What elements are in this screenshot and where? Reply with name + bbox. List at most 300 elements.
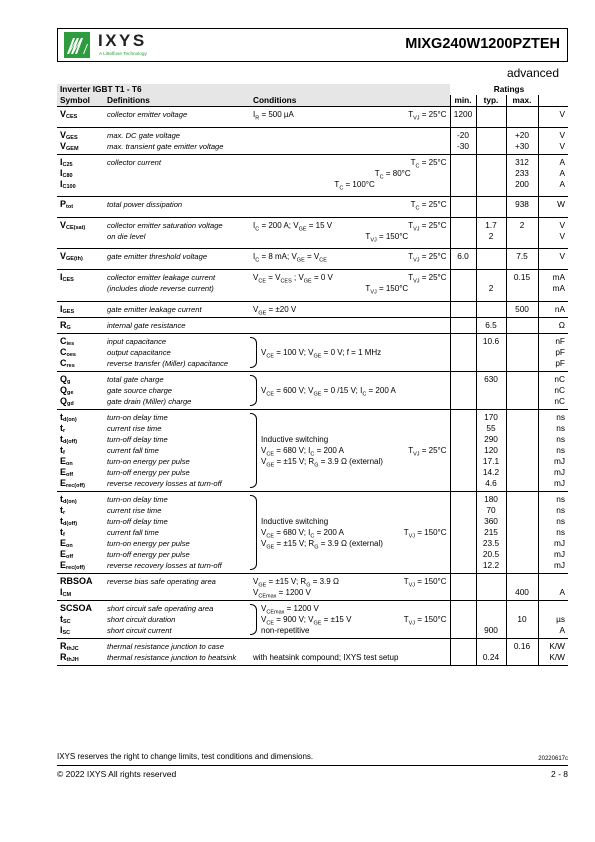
temperature-condition: $T_{VJ} = 150^\circ C$ bbox=[403, 576, 447, 589]
cell-min bbox=[450, 638, 476, 665]
max-value bbox=[510, 347, 535, 358]
typ-value bbox=[480, 272, 503, 283]
cell-cond bbox=[250, 638, 450, 665]
max-value: 10 bbox=[517, 613, 527, 624]
definition-text: current rise time bbox=[107, 423, 162, 433]
symbol-text: $E_{rec(off)}$ bbox=[60, 559, 85, 571]
status-label: advanced bbox=[506, 66, 559, 80]
cell-max bbox=[506, 600, 538, 638]
min-value bbox=[454, 652, 473, 663]
unit-value: mJ bbox=[553, 537, 565, 548]
cell-cond bbox=[250, 600, 450, 638]
definition-text: collector emitter leakage current bbox=[107, 272, 216, 282]
unit-value: V bbox=[559, 140, 565, 151]
cell-max bbox=[506, 317, 538, 333]
symbol-text: $R_{thJH}$ bbox=[60, 651, 79, 663]
condition-main: $V_{GE} = \pm 20$ V bbox=[253, 304, 297, 317]
definition-text: current fall time bbox=[107, 527, 159, 537]
definition-text: (includes diode reverse current) bbox=[107, 283, 214, 293]
definition-text: gate source charge bbox=[107, 385, 173, 395]
min-value bbox=[454, 560, 473, 571]
condition-text bbox=[253, 434, 447, 445]
max-value bbox=[510, 385, 535, 396]
condition-text bbox=[253, 347, 447, 358]
cell-unit bbox=[538, 269, 568, 301]
unit-value: A bbox=[559, 586, 565, 597]
cell-typ bbox=[476, 197, 506, 218]
brace-icon bbox=[250, 495, 257, 570]
cell-unit bbox=[538, 127, 568, 154]
unit-value: A bbox=[559, 178, 565, 189]
cell-sym bbox=[57, 573, 104, 600]
cell-cond bbox=[250, 317, 450, 333]
temperature-condition: $T_{VJ} = 25^\circ C$ bbox=[408, 110, 447, 122]
typ-value: 10.6 bbox=[482, 335, 500, 346]
cell-unit bbox=[538, 638, 568, 665]
condition-main: $I_C = 8$ mA; $V_{GE} = V_{CE}$ bbox=[253, 252, 327, 264]
symbol-text: SCSOA bbox=[60, 602, 93, 613]
min-value bbox=[454, 231, 473, 242]
min-value bbox=[454, 283, 473, 294]
unit-value: mA bbox=[552, 282, 565, 293]
unit-value: ns bbox=[556, 504, 565, 515]
min-value bbox=[454, 538, 473, 549]
cell-max bbox=[506, 333, 538, 371]
condition-text bbox=[253, 467, 447, 478]
min-value bbox=[454, 179, 473, 190]
symbol-text: $I_{C80}$ bbox=[60, 167, 73, 179]
typ-value: 215 bbox=[484, 526, 498, 537]
condition-text bbox=[253, 320, 447, 331]
min-value bbox=[454, 374, 473, 385]
min-value bbox=[454, 516, 473, 527]
symbol-text: $I_{CES}$ bbox=[60, 271, 74, 283]
cell-cond bbox=[250, 371, 450, 409]
cell-def bbox=[104, 154, 250, 197]
unit-value: nC bbox=[554, 395, 565, 406]
min-value bbox=[454, 396, 473, 407]
cell-cond bbox=[250, 301, 450, 317]
condition-text bbox=[253, 423, 447, 434]
cell-typ bbox=[476, 333, 506, 371]
condition-main: Inductive switching bbox=[261, 434, 329, 444]
condition-main: $V_{GE} = \pm 15$ V; $R_G = 3.9$ Ω (external) bbox=[261, 538, 383, 551]
typ-value: 2 bbox=[488, 282, 494, 293]
min-value bbox=[454, 336, 473, 347]
unit-value: mA bbox=[552, 271, 565, 282]
max-value bbox=[510, 576, 535, 587]
cell-typ bbox=[476, 249, 506, 270]
unit-value: A bbox=[559, 167, 565, 178]
cell-def bbox=[104, 573, 250, 600]
max-value bbox=[510, 652, 535, 663]
unit-value: ns bbox=[556, 411, 565, 422]
table-row bbox=[57, 638, 568, 665]
definition-text: output capacitance bbox=[107, 347, 171, 357]
symbol-text: $I_{GES}$ bbox=[60, 303, 75, 315]
definition-text: reverse transfer (Miller) capacitance bbox=[107, 358, 229, 368]
cell-def bbox=[104, 333, 250, 371]
condition-text bbox=[253, 220, 447, 231]
condition-text bbox=[253, 109, 447, 120]
unit-value: mJ bbox=[553, 477, 565, 488]
symbol-text: $V_{CES}$ bbox=[60, 109, 78, 120]
definition-text: max. transient gate emitter voltage bbox=[107, 141, 224, 151]
max-value bbox=[510, 603, 535, 614]
definition-text: turn-on delay time bbox=[107, 412, 168, 422]
unit-value bbox=[542, 603, 566, 614]
cell-typ bbox=[476, 269, 506, 301]
max-value bbox=[510, 231, 535, 242]
cell-sym bbox=[57, 301, 104, 317]
condition-main: $V_{GE} = \pm 15$ V; $R_G = 3.9$ Ω (external) bbox=[261, 456, 383, 469]
definition-text: turn-on delay time bbox=[107, 494, 168, 504]
cell-cond bbox=[250, 573, 450, 600]
symbol-text bbox=[60, 283, 101, 294]
max-value bbox=[510, 505, 535, 516]
max-value bbox=[510, 625, 535, 636]
temperature-condition: $T_C = 80^\circ C$ bbox=[374, 168, 411, 181]
max-value bbox=[510, 434, 535, 445]
min-value bbox=[454, 641, 473, 652]
unit-value: V bbox=[559, 251, 565, 262]
min-value bbox=[454, 467, 473, 478]
definition-text: turn-off energy per pulse bbox=[107, 467, 190, 477]
cell-max bbox=[506, 301, 538, 317]
definition-text: gate emitter leakage current bbox=[107, 304, 202, 314]
table-row bbox=[57, 107, 568, 128]
max-value bbox=[510, 358, 535, 369]
cell-def bbox=[104, 127, 250, 154]
max-value: 233 bbox=[515, 167, 529, 178]
min-value: 6.0 bbox=[457, 251, 469, 262]
min-value: 1200 bbox=[453, 109, 473, 119]
definition-text: input capacitance bbox=[107, 336, 167, 346]
definition-text: turn-on energy per pulse bbox=[107, 456, 190, 466]
min-value bbox=[454, 157, 473, 168]
condition-text bbox=[253, 251, 447, 262]
cell-min bbox=[450, 269, 476, 301]
cell-unit bbox=[538, 107, 568, 128]
condition-text bbox=[253, 587, 447, 598]
cell-sym bbox=[57, 409, 104, 491]
symbol-text: $t_f$ bbox=[60, 444, 65, 456]
max-value: 500 bbox=[515, 303, 529, 314]
symbol-text: $I_{CM}$ bbox=[60, 586, 72, 598]
definition-text: collector current bbox=[107, 157, 162, 167]
typ-value: 0.24 bbox=[482, 651, 500, 662]
cell-min bbox=[450, 600, 476, 638]
cell-typ bbox=[476, 217, 506, 249]
typ-value bbox=[480, 251, 503, 262]
symbol-text bbox=[60, 231, 101, 242]
temperature-condition: $T_C = 25^\circ C$ bbox=[410, 157, 447, 170]
cell-unit bbox=[538, 249, 568, 270]
condition-main: $V_{CEmax} = 1200$ V bbox=[253, 587, 311, 600]
max-value bbox=[510, 538, 535, 549]
cell-unit bbox=[538, 154, 568, 197]
cell-min bbox=[450, 317, 476, 333]
condition-text bbox=[253, 614, 447, 625]
cell-min bbox=[450, 491, 476, 573]
col-typ: typ. bbox=[476, 95, 506, 107]
condition-text bbox=[253, 603, 447, 614]
symbol-text: $V_{GEM}$ bbox=[60, 140, 79, 152]
cell-max bbox=[506, 217, 538, 249]
max-value bbox=[510, 374, 535, 385]
min-value bbox=[454, 358, 473, 369]
ratings-label: Ratings bbox=[450, 84, 568, 95]
symbol-text: $E_{on}$ bbox=[60, 455, 73, 467]
condition-text bbox=[253, 494, 447, 505]
condition-main: $I_R = 500$ µA bbox=[253, 110, 294, 122]
cell-sym bbox=[57, 107, 104, 128]
condition-text bbox=[253, 374, 447, 385]
cell-def bbox=[104, 638, 250, 665]
cell-max bbox=[506, 127, 538, 154]
symbol-text: $C_{res}$ bbox=[60, 357, 75, 369]
cell-typ bbox=[476, 154, 506, 197]
symbol-text: $t_{d(on)}$ bbox=[60, 411, 77, 423]
table-row bbox=[57, 249, 568, 270]
typ-value bbox=[480, 304, 503, 315]
condition-text bbox=[253, 199, 447, 210]
max-value bbox=[510, 467, 535, 478]
min-value bbox=[454, 445, 473, 456]
definition-text: reverse recovery losses at turn-off bbox=[107, 478, 222, 488]
min-value bbox=[454, 272, 473, 283]
max-value bbox=[510, 560, 535, 571]
temperature-condition: $T_C = 25^\circ C$ bbox=[410, 200, 447, 212]
unit-value: ns bbox=[556, 444, 565, 455]
typ-value bbox=[480, 347, 503, 358]
typ-value: 17.1 bbox=[482, 455, 500, 466]
cell-unit bbox=[538, 333, 568, 371]
max-value bbox=[510, 494, 535, 505]
cell-min bbox=[450, 371, 476, 409]
symbol-text: $V_{GE(th)}$ bbox=[60, 251, 83, 263]
cell-cond bbox=[250, 197, 450, 218]
typ-value: 120 bbox=[484, 444, 498, 455]
condition-text bbox=[253, 358, 447, 369]
max-value: 0.16 bbox=[513, 640, 531, 651]
table-row bbox=[57, 491, 568, 573]
typ-value bbox=[480, 603, 503, 614]
cell-min bbox=[450, 409, 476, 491]
typ-value bbox=[480, 109, 503, 120]
cell-unit bbox=[538, 217, 568, 249]
unit-value: mJ bbox=[553, 466, 565, 477]
unit-value: ns bbox=[556, 526, 565, 537]
min-value bbox=[454, 423, 473, 434]
footer-note: IXYS reserves the right to change limits, test conditions and dimensions. bbox=[57, 752, 314, 761]
max-value bbox=[510, 516, 535, 527]
cell-min bbox=[450, 107, 476, 128]
min-value bbox=[454, 576, 473, 587]
definition-text: internal gate resistance bbox=[107, 320, 186, 330]
condition-text bbox=[253, 412, 447, 423]
min-value bbox=[454, 494, 473, 505]
min-value bbox=[454, 505, 473, 516]
condition-main: $V_{CE} = 680$ V; $I_C = 200$ A bbox=[261, 527, 344, 540]
condition-main: Inductive switching bbox=[261, 516, 329, 526]
definition-text: thermal resistance junction to case bbox=[107, 641, 224, 651]
cell-def bbox=[104, 107, 250, 128]
cell-min bbox=[450, 573, 476, 600]
min-value: -20 bbox=[457, 129, 469, 140]
typ-value: 23.5 bbox=[482, 537, 500, 548]
definition-text: reverse recovery losses at turn-off bbox=[107, 560, 222, 570]
symbol-text: $C_{oes}$ bbox=[60, 346, 76, 358]
cell-max bbox=[506, 573, 538, 600]
typ-value: 70 bbox=[486, 504, 496, 515]
typ-value: 4.6 bbox=[485, 477, 497, 488]
cell-sym bbox=[57, 317, 104, 333]
cell-max bbox=[506, 491, 538, 573]
temperature-condition: $T_{VJ} = 150^\circ C$ bbox=[365, 283, 409, 296]
typ-value bbox=[480, 141, 503, 152]
cell-unit bbox=[538, 197, 568, 218]
min-value: -30 bbox=[457, 140, 469, 151]
unit-value: pF bbox=[555, 357, 565, 368]
max-value: +30 bbox=[514, 140, 530, 151]
max-value: 0.15 bbox=[513, 271, 531, 282]
cell-def bbox=[104, 217, 250, 249]
max-value: 2 bbox=[519, 219, 525, 230]
cell-cond bbox=[250, 154, 450, 197]
unit-value: ns bbox=[556, 515, 565, 526]
condition-text bbox=[253, 231, 447, 242]
cell-sym bbox=[57, 371, 104, 409]
condition-text bbox=[253, 652, 447, 663]
typ-value bbox=[480, 168, 503, 179]
min-value bbox=[454, 199, 473, 210]
symbol-text: $I_{C25}$ bbox=[60, 156, 73, 168]
min-value bbox=[454, 456, 473, 467]
max-value bbox=[510, 549, 535, 560]
table-row bbox=[57, 333, 568, 371]
max-value bbox=[510, 423, 535, 434]
definition-text: collector emitter voltage bbox=[107, 110, 188, 119]
symbol-text: $I_{C100}$ bbox=[60, 178, 76, 190]
cell-cond bbox=[250, 107, 450, 128]
unit-value: nC bbox=[554, 373, 565, 384]
definition-text: gate drain (Miller) charge bbox=[107, 396, 192, 406]
definition-text: gate emitter threshold voltage bbox=[107, 252, 208, 262]
cell-max bbox=[506, 249, 538, 270]
condition-main: $I_C = 200$ A; $V_{GE} = 15$ V bbox=[253, 220, 333, 233]
max-value bbox=[510, 445, 535, 456]
condition-text bbox=[253, 179, 447, 190]
table-row bbox=[57, 301, 568, 317]
definition-text: thermal resistance junction to heatsink bbox=[107, 652, 237, 662]
min-value bbox=[454, 614, 473, 625]
copyright: © 2022 IXYS All rights reserved bbox=[57, 769, 177, 779]
cell-sym bbox=[57, 249, 104, 270]
typ-value: 55 bbox=[486, 422, 496, 433]
typ-value bbox=[480, 358, 503, 369]
unit-value bbox=[542, 576, 566, 587]
definition-text: turn-on energy per pulse bbox=[107, 538, 190, 548]
cell-def bbox=[104, 409, 250, 491]
cell-unit bbox=[538, 491, 568, 573]
typ-value: 360 bbox=[484, 515, 498, 526]
max-value: +20 bbox=[514, 129, 530, 140]
min-value bbox=[454, 527, 473, 538]
cell-typ bbox=[476, 573, 506, 600]
definition-text: total gate charge bbox=[107, 374, 164, 384]
table-row bbox=[57, 217, 568, 249]
unit-value: A bbox=[559, 156, 565, 167]
min-value bbox=[454, 587, 473, 598]
table-row bbox=[57, 127, 568, 154]
cell-typ bbox=[476, 301, 506, 317]
max-value bbox=[510, 478, 535, 489]
cell-sym bbox=[57, 154, 104, 197]
condition-main: $V_{CE} = 900$ V; $V_{GE} = \pm 15$ V bbox=[261, 614, 352, 627]
unit-value: Ω bbox=[558, 319, 565, 330]
cell-def bbox=[104, 301, 250, 317]
symbol-text: $t_r$ bbox=[60, 422, 66, 434]
cell-typ bbox=[476, 409, 506, 491]
typ-value: 14.2 bbox=[482, 466, 500, 477]
cell-min bbox=[450, 197, 476, 218]
unit-value: V bbox=[559, 129, 565, 140]
symbol-text: $t_{SC}$ bbox=[60, 613, 71, 625]
definition-text bbox=[107, 179, 247, 190]
symbol-text: RBSOA bbox=[60, 575, 93, 586]
cell-sym bbox=[57, 197, 104, 218]
condition-text bbox=[253, 272, 447, 283]
logo-text: IXYS bbox=[98, 31, 147, 50]
symbol-text: $E_{on}$ bbox=[60, 537, 73, 549]
unit-value: ns bbox=[556, 422, 565, 433]
col-symbol: Symbol bbox=[57, 95, 104, 107]
max-value bbox=[510, 527, 535, 538]
definition-text: collector emitter saturation voltage bbox=[107, 220, 223, 230]
column-header-row bbox=[57, 95, 568, 107]
symbol-text: $t_f$ bbox=[60, 526, 65, 538]
condition-text bbox=[253, 516, 447, 527]
part-number: MIXG240W1200PZTEH bbox=[405, 36, 560, 52]
min-value bbox=[454, 304, 473, 315]
symbol-text: $R_G$ bbox=[60, 319, 71, 331]
typ-value: 20.5 bbox=[482, 548, 500, 559]
max-value bbox=[510, 283, 535, 294]
condition-text bbox=[253, 505, 447, 516]
definition-text: total power dissipation bbox=[107, 200, 183, 210]
unit-value: V bbox=[559, 109, 565, 119]
table-row bbox=[57, 600, 568, 638]
cell-cond bbox=[250, 333, 450, 371]
cell-unit bbox=[538, 573, 568, 600]
cell-sym bbox=[57, 600, 104, 638]
symbol-text: $t_{d(off)}$ bbox=[60, 433, 78, 445]
cell-max bbox=[506, 409, 538, 491]
typ-value: 290 bbox=[484, 433, 498, 444]
brace-icon bbox=[250, 337, 257, 368]
col-definitions: Definitions bbox=[104, 95, 250, 107]
condition-text bbox=[253, 396, 447, 407]
cell-def bbox=[104, 269, 250, 301]
condition-text bbox=[253, 445, 447, 456]
temperature-condition: $T_{VJ} = 150^\circ C$ bbox=[365, 231, 409, 244]
typ-value bbox=[480, 614, 503, 625]
typ-value: 2 bbox=[488, 230, 494, 241]
unit-value: pF bbox=[555, 346, 565, 357]
min-value bbox=[454, 603, 473, 614]
table-row bbox=[57, 371, 568, 409]
